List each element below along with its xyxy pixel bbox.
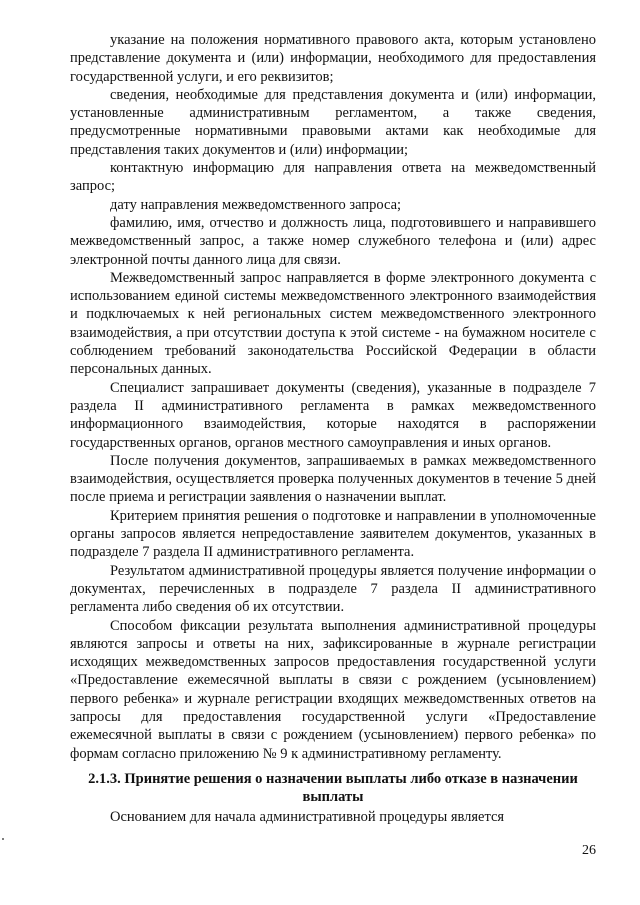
paragraph-2: сведения, необходимые для представления документа и (или) информации, установленные административным регламентом, а также сведения, предусмотренные нормативными правовыми актами как необходимые для представления таких документов и (или) информации; [70, 86, 596, 158]
paragraph-10: Результатом административной процедуры является получение информации о документах, перечисленных в подразделе 7 раздела II административного регламента либо сведения об их отсутствии. [70, 562, 596, 616]
paragraph-3: контактную информацию для направления ответа на межведомственный запрос; [70, 160, 596, 195]
paragraph-9: Критерием принятия решения о подготовке и направлении в уполномоченные органы запросов является непредоставление заявителем документов, указанных в подразделе 7 раздела II административного регламента. [70, 507, 596, 561]
section-heading: 2.1.3. Принятие решения о назначении выплаты либо отказе в назначении выплаты [88, 770, 578, 806]
paragraph-5: фамилию, имя, отчество и должность лица, подготовившего и направившего межведомственный запрос, а также номер служебного телефона и (или) адрес электронной почты данного лица для связи. [70, 214, 596, 268]
paragraph-6: Межведомственный запрос направляется в форме электронного документа с использованием единой системы межведомственного электронного взаимодействия и подключаемых к ней региональных систем межведомственного электронного взаимодействия, а при отсутствии доступа к этой системе - на бумажном носителе с соблюдением требований законодательства Российской Федерации в области персональных данных. [70, 269, 596, 378]
scan-mark [2, 838, 4, 840]
document-page [70, 31, 596, 827]
paragraph-7: Специалист запрашивает документы (сведения), указанные в подразделе 7 раздела II административного регламента в рамках межведомственного информационного взаимодействия, которые находятся в распоряжении государственных органов, органов местного самоуправления и иных органов. [70, 379, 596, 451]
page-number: 26 [582, 843, 596, 858]
paragraph-11: Способом фиксации результата выполнения административной процедуры являются запросы и ответы на них, зафиксированные в журнале регистрации исходящих межведомственных запросов предоставления государственной услуги «Предоставление ежемесячной выплаты в связи с рождением (усыновлением) первого ребенка» и журнале регистрации входящих межведомственных ответов на запросы для предоставления государственной услуги «Предоставление ежемесячной выплаты в связи с рождением (усыновлением) первого ребенка» по формам согласно приложению № 9 к административному регламенту. [70, 617, 596, 762]
paragraph-8: После получения документов, запрашиваемых в рамках межведомственного взаимодействия, осуществляется проверка полученных документов в течение 5 дней после приема и регистрации заявления о назначении выплат. [70, 452, 596, 506]
paragraph-1: указание на положения нормативного правового акта, которым установлено представление документа и (или) информации, необходимого для предоставления государственной услуги, и его реквизитов; [70, 32, 596, 85]
paragraph-4: дату направления межведомственного запроса; [110, 196, 402, 213]
last-paragraph: Основанием для начала административной процедуры является [110, 809, 505, 826]
